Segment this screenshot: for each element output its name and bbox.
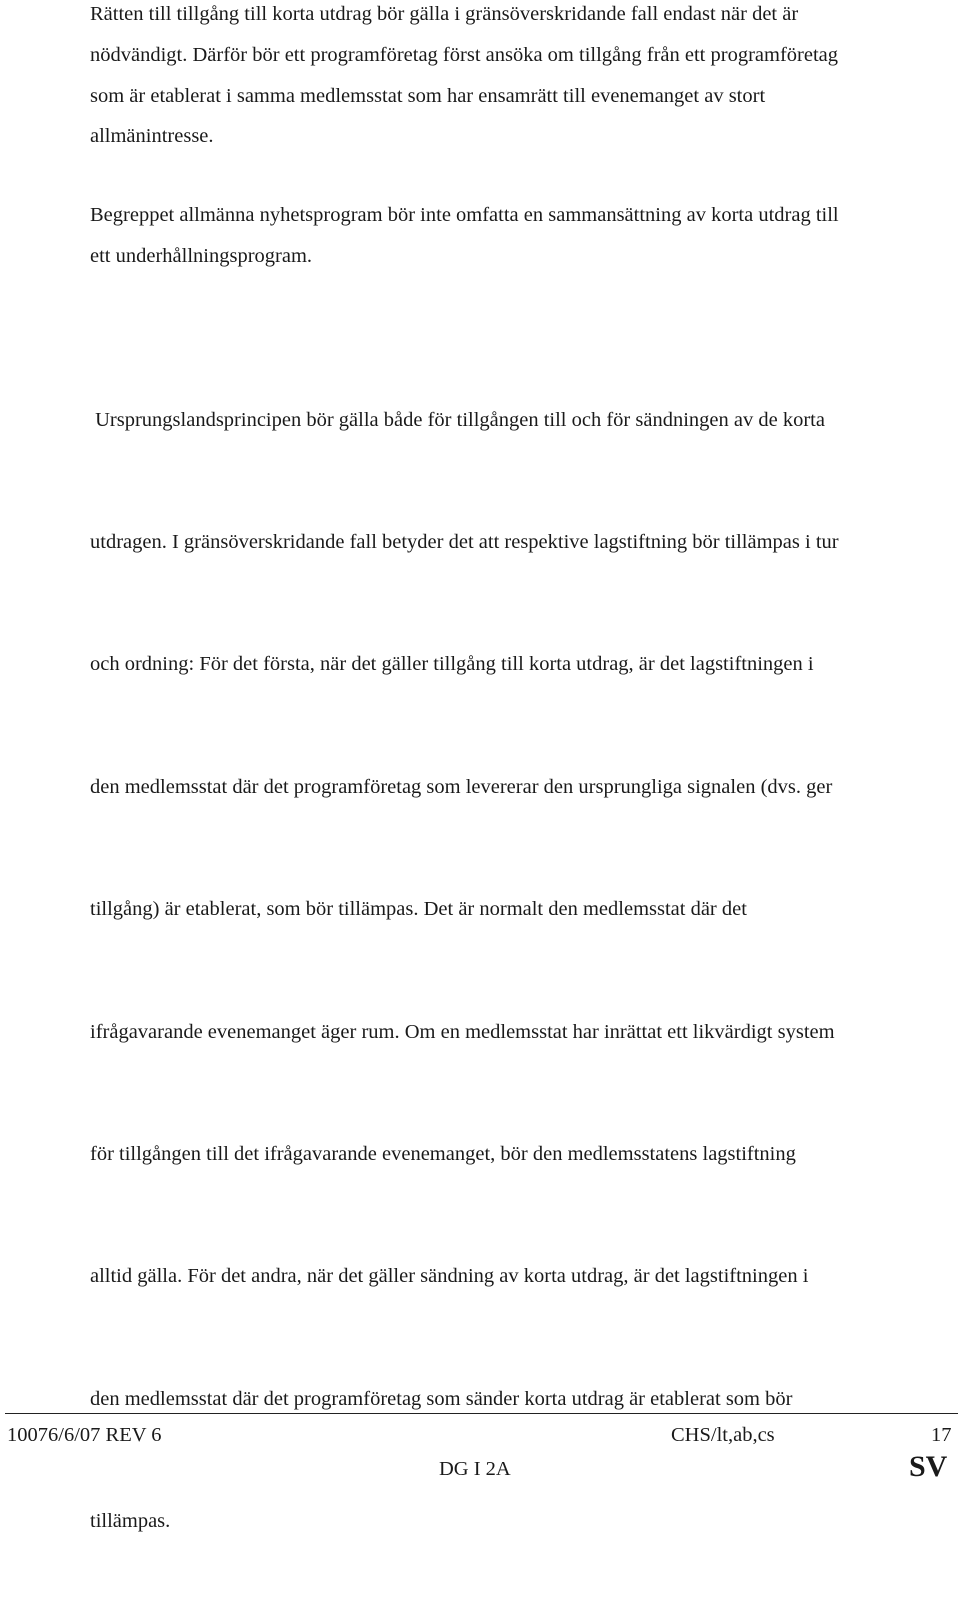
text-line: den medlemsstat där det programföretag som sänder korta utdrag är etablerat som bör [90,1387,793,1410]
document-reference: 10076/6/07 REV 6 [7,1424,162,1446]
text-line: Begreppet allmänna nyhetsprogram bör inte omfatta en sammansättning av korta utdrag till [90,204,839,226]
paragraph-2 [90,195,839,277]
author-initials: CHS/lt,ab,cs [671,1424,775,1446]
text-line: Ursprungslandsprincipen bör gälla både för tillgången till och för sändningen av de korta [90,408,825,431]
text-line: nödvändigt. Därför bör ett programföretag först ansöka om tillgång från ett programföretag [90,43,838,66]
department-code: DG I 2A [439,1458,511,1480]
text-line: som är etablerat i samma medlemsstat som har ensamrätt till evenemanget av stort [90,84,766,107]
paragraph-1 [90,0,838,157]
text-line: ifrågavarande evenemanget äger rum. Om en medlemsstat har inrättat ett likvärdigt system [90,1020,835,1043]
text-line: och ordning: För det första, när det gäller tillgång till korta utdrag, är det lagstiftningen i [90,653,814,676]
language-code: SV [909,1450,948,1483]
text-line: utdragen. I gränsöverskridande fall betyder det att respektive lagstiftning bör tillämpas i tur [90,530,839,553]
text-line: ett underhållningsprogram. [90,244,313,267]
text-line: alltid gälla. För det andra, när det gäller sändning av korta utdrag, är det lagstiftningen i [90,1265,809,1288]
footer-divider [5,1413,958,1414]
page-number: 17 [931,1424,952,1446]
text-line: för tillgången till det ifrågavarande evenemanget, bör den medlemsstatens lagstiftning [90,1142,796,1165]
text-line: den medlemsstat där det programföretag som levererar den ursprungliga signalen (dvs. ger [90,775,833,798]
text-line: allmänintresse. [90,125,214,148]
text-line: tillämpas. [90,1510,171,1533]
text-line: tillgång) är etablerat, som bör tillämpas. Det är normalt den medlemsstat där det [90,898,747,921]
text-line: Rätten till tillgång till korta utdrag bör gälla i gränsöverskridande fall endast när det är [90,3,799,25]
